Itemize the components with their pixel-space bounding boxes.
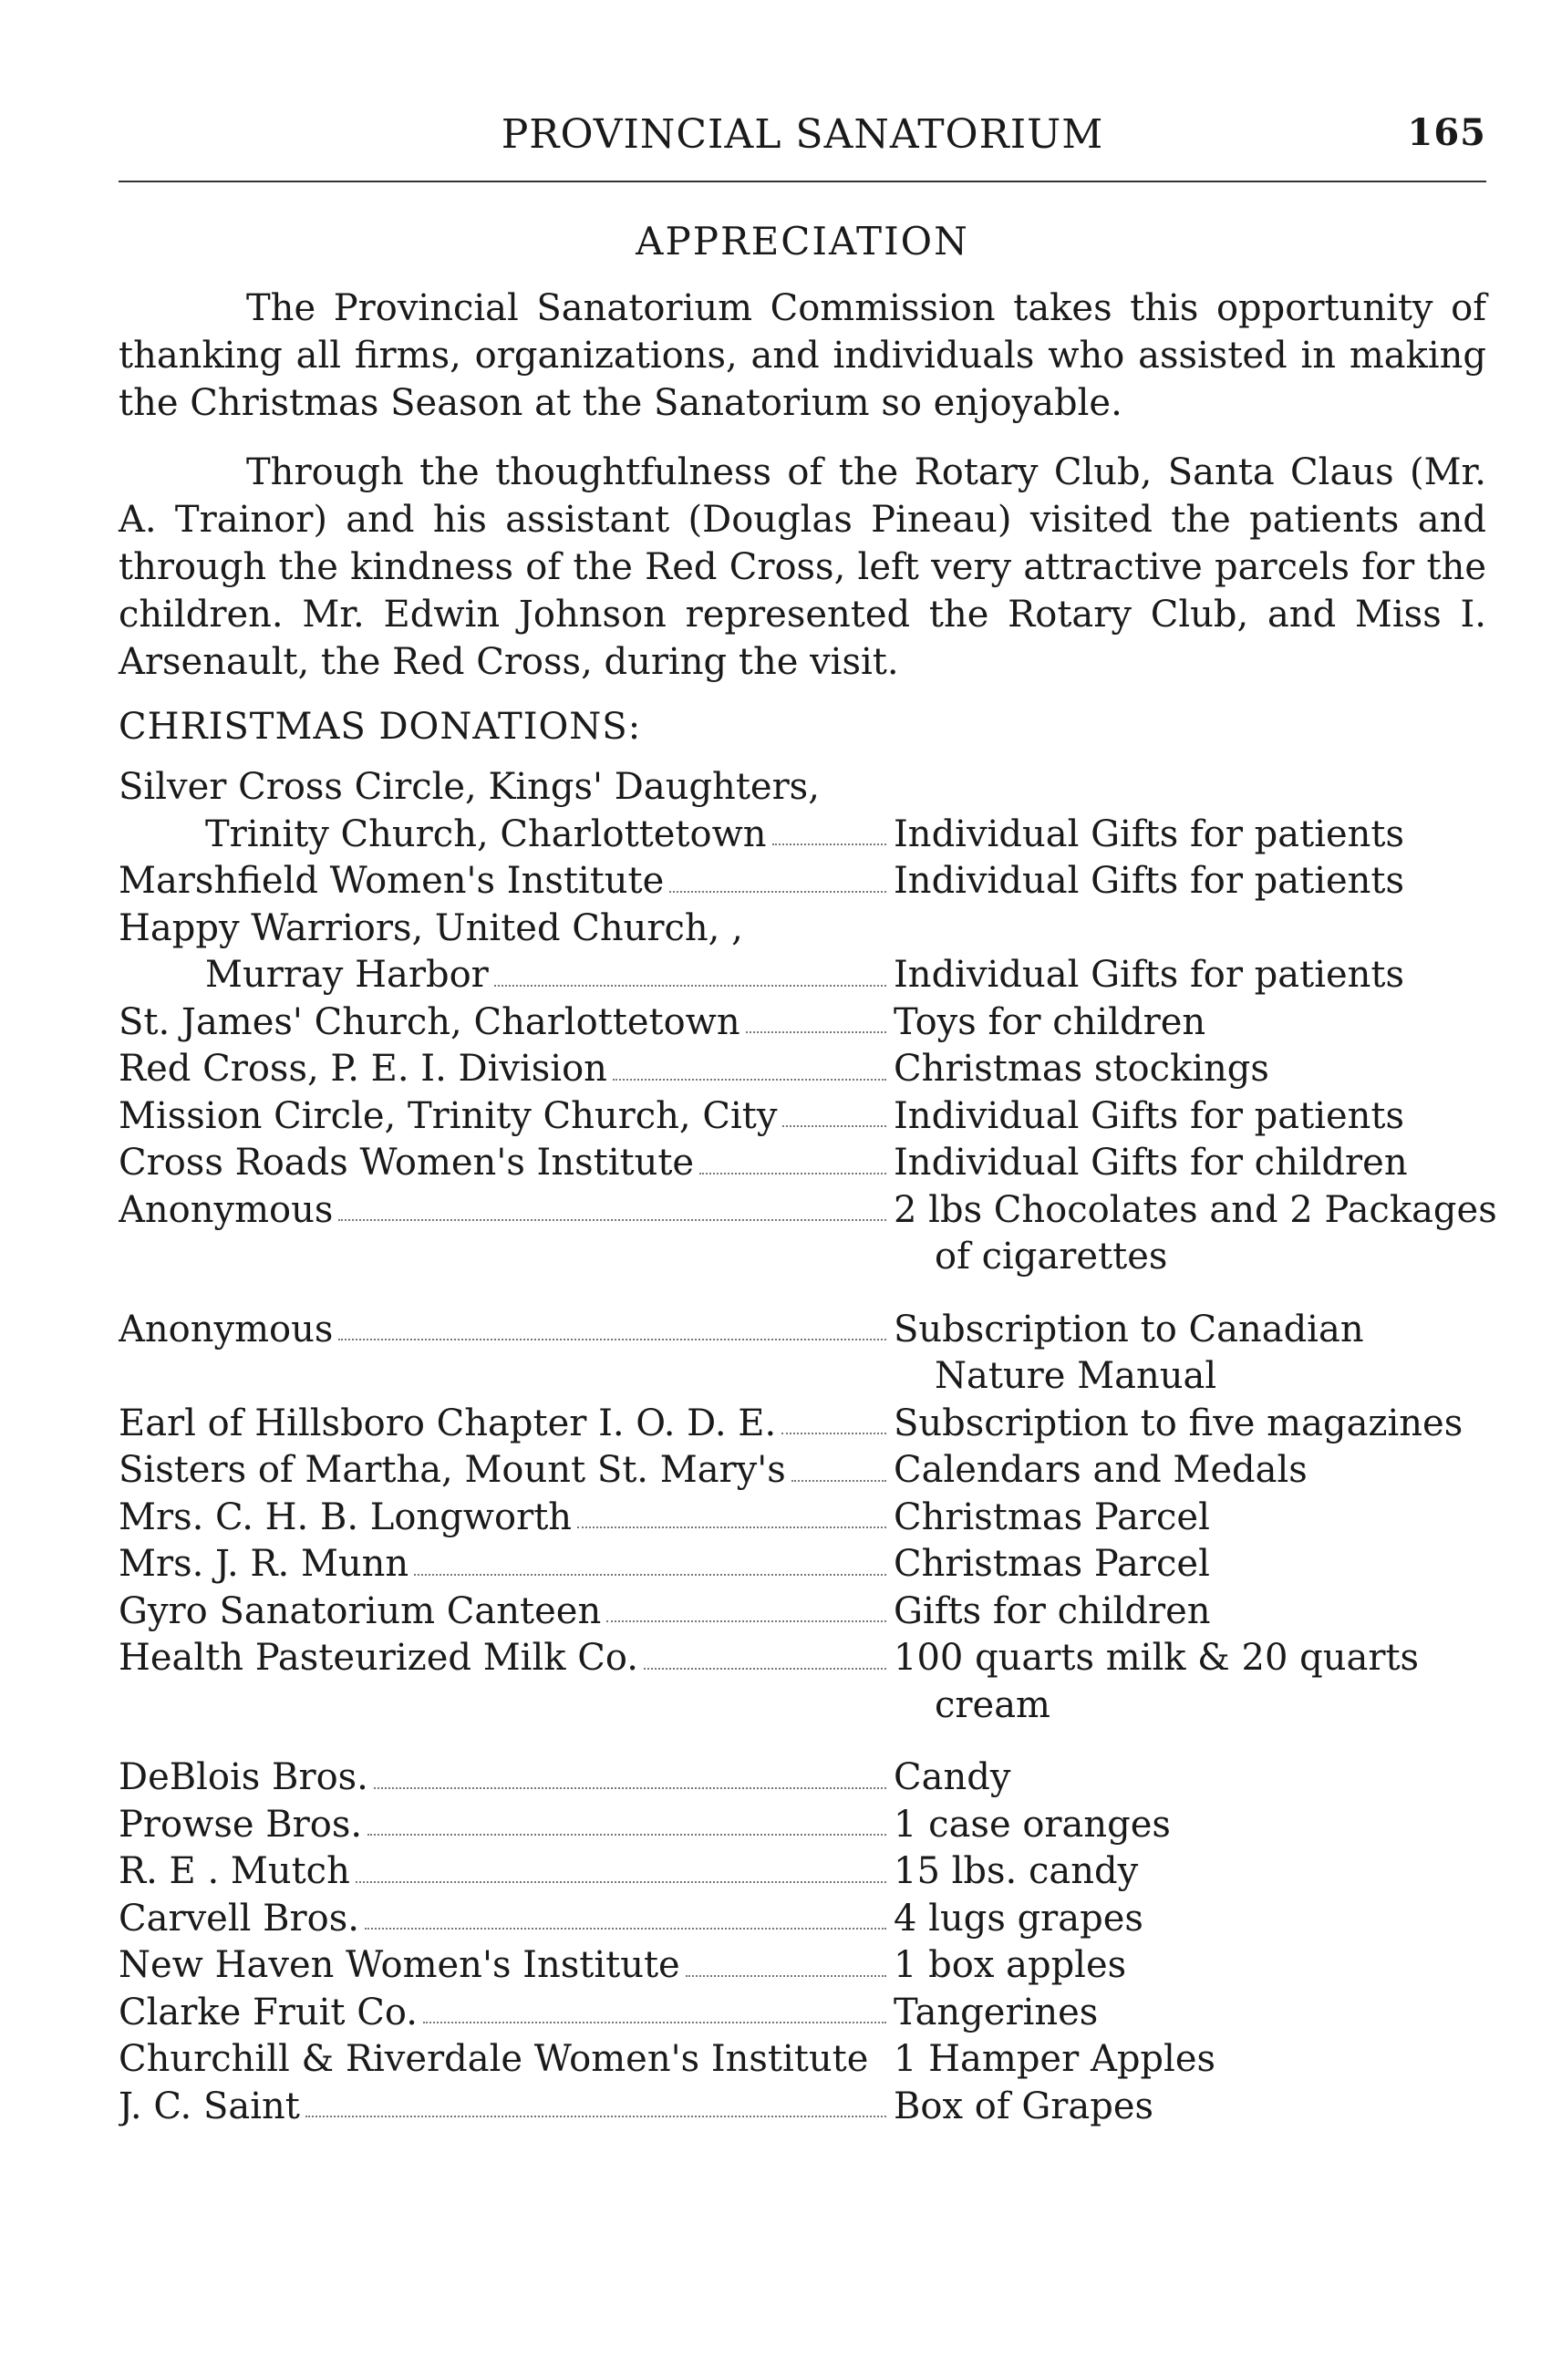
gift-cell: Individual Gifts for children	[894, 1142, 1408, 1184]
donation-row	[119, 1046, 1486, 1093]
gift-cell: Individual Gifts for patients	[894, 812, 1405, 855]
donor-cell	[119, 1682, 894, 1730]
donor-cell	[119, 1588, 894, 1636]
gift-cell: 1 box apples	[894, 1944, 1127, 1986]
donation-row	[119, 1682, 1486, 1730]
donor-name: Cross Roads Women's Institute	[119, 1142, 695, 1184]
donor-cell	[119, 858, 894, 905]
donor-cell	[119, 1802, 894, 1849]
donor-cell	[119, 1754, 894, 1802]
gift-cell: 2 lbs Chocolates and 2 Packages	[894, 1188, 1497, 1231]
gift-cell: Tangerines	[894, 1991, 1099, 2033]
dot-leader	[494, 952, 886, 987]
donor-name: Anonymous	[119, 1308, 334, 1350]
donation-row	[119, 1187, 1497, 1235]
page-number: 165	[1407, 111, 1486, 154]
dot-leader	[305, 2084, 886, 2118]
donor-cell	[119, 1307, 894, 1354]
dot-leader	[782, 1093, 886, 1128]
donation-row	[119, 1401, 1486, 1448]
donation-row	[119, 1635, 1486, 1682]
dot-leader	[772, 812, 886, 846]
gift-cell	[894, 764, 1486, 812]
dot-leader	[644, 1635, 886, 1670]
donor-cell	[119, 1541, 894, 1588]
donation-row	[119, 1541, 1486, 1588]
dot-leader	[746, 999, 886, 1034]
dot-leader	[414, 1541, 886, 1576]
donation-row	[119, 764, 1486, 812]
donation-row	[119, 999, 1486, 1047]
gift-cell: Christmas stockings	[894, 1048, 1269, 1090]
dot-leader	[686, 1942, 886, 1977]
dot-leader	[577, 1495, 886, 1529]
donation-row	[119, 2084, 1486, 2131]
donor-name: Mrs. J. R. Munn	[119, 1543, 409, 1585]
donor-name: St. James' Church, Charlottetown	[119, 1000, 740, 1043]
donation-row	[119, 858, 1486, 905]
donor-name: Trinity Church, Charlottetown	[205, 812, 767, 855]
donor-cell	[119, 812, 894, 859]
donation-row	[119, 1848, 1486, 1896]
donation-row	[119, 1588, 1486, 1636]
dot-leader	[791, 1447, 886, 1482]
dot-leader	[356, 1848, 886, 1883]
donations-list	[119, 764, 1497, 2130]
gift-cell: Individual Gifts for patients	[894, 954, 1405, 996]
gift-cell: Toys for children	[894, 1000, 1206, 1043]
donation-row	[119, 1353, 1486, 1401]
gift-cell: Calendars and Medals	[894, 1449, 1308, 1491]
dot-leader	[374, 1754, 886, 1789]
header-rule	[119, 181, 1486, 182]
donor-name: Churchill & Riverdale Women's Institute	[119, 2038, 869, 2080]
donation-row	[119, 812, 1486, 859]
gift-cell: Individual Gifts for patients	[894, 860, 1405, 902]
gift-cell: Box of Grapes	[894, 2085, 1154, 2127]
dot-leader	[606, 1588, 886, 1623]
donor-name: Silver Cross Circle, Kings' Daughters,	[119, 766, 820, 808]
donation-row	[119, 1093, 1486, 1141]
donor-name: Sisters of Martha, Mount St. Mary's	[119, 1449, 786, 1491]
donation-row	[119, 1990, 1486, 2037]
gift-cell	[894, 905, 1486, 953]
dot-leader	[423, 1990, 886, 2024]
donor-name: Anonymous	[119, 1188, 334, 1231]
donor-cell	[119, 999, 894, 1047]
donor-cell	[119, 1046, 894, 1093]
gift-cell: Christmas Parcel	[894, 1543, 1210, 1585]
donor-cell	[119, 1187, 894, 1235]
gift-cell: Subscription to five magazines	[894, 1402, 1463, 1444]
dot-leader	[613, 1046, 886, 1081]
gift-cell: Candy	[894, 1756, 1011, 1798]
donation-row	[119, 1140, 1486, 1187]
donor-name: Marshfield Women's Institute	[119, 860, 665, 902]
running-title: PROVINCIAL SANATORIUM	[501, 111, 1104, 158]
donor-cell	[119, 1896, 894, 1943]
gift-cell: Christmas Parcel	[894, 1495, 1210, 1538]
gift-cell: 15 lbs. candy	[894, 1850, 1139, 1892]
gift-cell: 4 lugs grapes	[894, 1897, 1143, 1940]
donor-name: DeBlois Bros.	[119, 1756, 368, 1798]
gift-cell: Gifts for children	[894, 1589, 1211, 1632]
dot-leader	[699, 1140, 886, 1174]
donations-heading: CHRISTMAS DONATIONS:	[119, 706, 642, 748]
dot-leader	[338, 1187, 886, 1222]
donor-cell	[119, 1942, 894, 1990]
donation-row	[119, 1896, 1486, 1943]
donor-name: J. C. Saint	[119, 2085, 300, 2127]
donor-cell	[119, 2084, 894, 2131]
donation-row	[119, 952, 1486, 999]
donor-name: Health Pasteurized Milk Co.	[119, 1637, 638, 1679]
gift-cell: Nature Manual	[935, 1355, 1217, 1397]
gift-cell: 100 quarts milk & 20 quarts	[894, 1637, 1420, 1679]
donation-row	[119, 2036, 1486, 2084]
donor-cell	[119, 1140, 894, 1187]
donor-cell	[119, 952, 894, 999]
donor-name: Happy Warriors, United Church, ,	[119, 906, 743, 949]
paragraph-commission-thanks: The Provincial Sanatorium Commission takes this opportunity of thanking all firms, organizations, and individuals who assisted in making the Christmas Season at the Sanatorium so enjoyable.	[119, 287, 1486, 424]
donor-cell	[119, 1353, 894, 1401]
donor-cell	[119, 1234, 894, 1281]
donor-cell	[119, 764, 894, 812]
gift-cell: 1 Hamper Apples	[894, 2038, 1216, 2080]
dot-leader	[669, 858, 886, 893]
donation-row	[119, 1754, 1486, 1802]
donor-name: Carvell Bros.	[119, 1897, 359, 1940]
gift-cell: cream	[935, 1683, 1050, 1726]
donation-row	[119, 1307, 1486, 1354]
donation-row	[119, 1234, 1486, 1281]
donation-row	[119, 1447, 1486, 1495]
donor-name: R. E . Mutch	[119, 1850, 350, 1892]
dot-leader	[781, 1401, 886, 1435]
section-title: APPRECIATION	[636, 219, 969, 264]
donor-name: Clarke Fruit Co.	[119, 1991, 418, 2033]
dot-leader	[367, 1802, 886, 1837]
donor-name	[119, 1234, 124, 1281]
donation-row	[119, 905, 1486, 953]
donation-row	[119, 1802, 1486, 1849]
gift-cell: Individual Gifts for patients	[894, 1094, 1405, 1137]
donor-name	[119, 1682, 124, 1730]
donor-cell	[119, 1447, 894, 1495]
donor-cell	[119, 1495, 894, 1542]
donor-cell	[119, 1635, 894, 1682]
donor-name: Prowse Bros.	[119, 1803, 363, 1846]
donor-name: Red Cross, P. E. I. Division	[119, 1048, 607, 1090]
donor-name: Mrs. C. H. B. Longworth	[119, 1495, 573, 1538]
gift-cell: 1 case oranges	[894, 1803, 1171, 1846]
donor-name: Mission Circle, Trinity Church, City	[119, 1094, 778, 1137]
gift-cell: of cigarettes	[935, 1236, 1168, 1278]
donation-row	[119, 1942, 1486, 1990]
donor-cell	[119, 1093, 894, 1141]
donor-cell	[119, 1848, 894, 1896]
donor-name: Gyro Sanatorium Canteen	[119, 1589, 602, 1632]
gift-cell: Subscription to Canadian	[894, 1308, 1364, 1350]
running-head	[119, 111, 1486, 166]
donor-name: Murray Harbor	[205, 954, 489, 996]
donor-name	[119, 1353, 124, 1401]
paragraph-santa-visit: Through the thoughtfulness of the Rotary Club, Santa Claus (Mr. A. Trainor) and his assistant (Douglas Pineau) visited the patients and through the kindness of the Red Cross, left very attractive parcels for the children. Mr. Edwin Johnson represented the Rotary Club, and Miss I. Arsenault, the Red Cross, during the visit.	[119, 451, 1486, 683]
donor-name: Earl of Hillsboro Chapter I. O. D. E.	[119, 1402, 777, 1444]
donor-cell	[119, 2036, 894, 2084]
donor-cell	[119, 905, 894, 953]
donor-cell	[119, 1990, 894, 2037]
donor-name: New Haven Women's Institute	[119, 1944, 680, 1986]
dot-leader	[365, 1896, 886, 1930]
dot-leader	[338, 1307, 886, 1341]
donor-cell	[119, 1401, 894, 1448]
donation-row	[119, 1495, 1486, 1542]
